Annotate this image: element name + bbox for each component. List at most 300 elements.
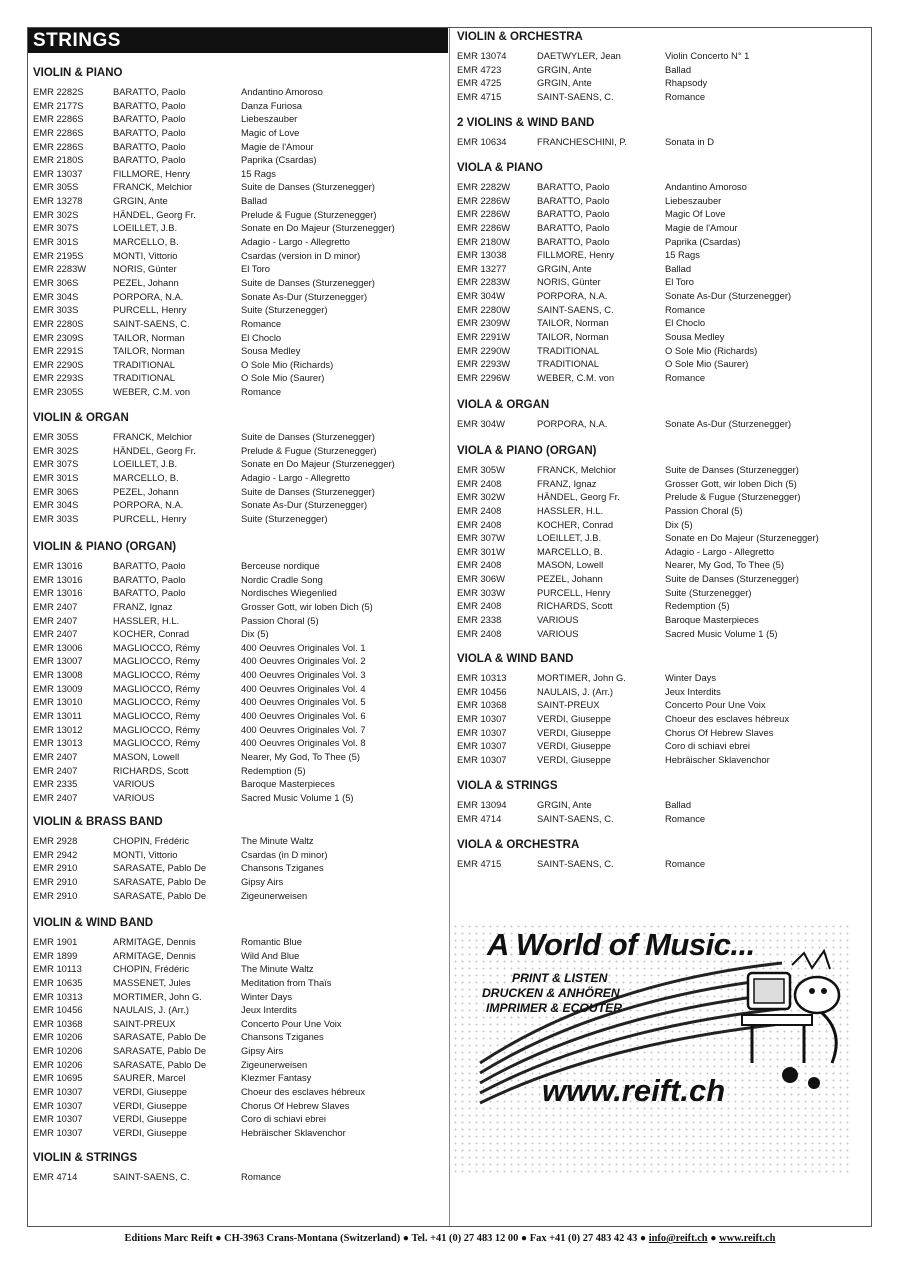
- work-title: Andantino Amoroso: [665, 181, 747, 192]
- ad-website[interactable]: www.reift.ch: [542, 1073, 726, 1108]
- catalog-number: EMR 2407: [33, 750, 78, 762]
- catalog-number: EMR 13011: [33, 710, 82, 722]
- composer-name: TAILOR, Norman: [537, 331, 609, 343]
- composer-name: VARIOUS: [113, 791, 155, 803]
- work-title: Jeux Interdits: [665, 685, 721, 697]
- composer-name: FRANCHESCHINI, P.: [537, 136, 627, 147]
- catalog-number: EMR 13074: [457, 50, 507, 61]
- work-title: O Sole Mio (Richards): [665, 344, 758, 356]
- catalog-number: EMR 4715: [457, 858, 502, 869]
- catalog-number: EMR 10368: [457, 699, 507, 711]
- catalog-row: [33, 600, 443, 614]
- catalog-row: [33, 935, 443, 949]
- catalog-number: EMR 10113: [33, 963, 82, 975]
- composer-name: VERDI, Giuseppe: [113, 1126, 187, 1138]
- catalog-row: [33, 1030, 443, 1044]
- composer-name: VARIOUS: [113, 778, 155, 790]
- catalog-number: EMR 10307: [457, 740, 507, 752]
- work-title: Chorus Of Hebrew Slaves: [665, 726, 774, 738]
- composer-name: SARASATE, Pablo De: [113, 1058, 207, 1070]
- catalog-number: EMR 13012: [33, 723, 83, 735]
- section-violin-and-wind-band: [33, 916, 443, 1140]
- composer-name: BARATTO, Paolo: [113, 140, 186, 152]
- catalog-number: EMR 13007: [33, 655, 83, 667]
- catalog-row: [33, 167, 443, 181]
- work-title: El Choclo: [665, 317, 706, 329]
- work-title: Ballad: [241, 195, 268, 207]
- section-title: VIOLA & WIND BAND: [457, 653, 574, 665]
- composer-name: VERDI, Giuseppe: [113, 1113, 187, 1125]
- catalog-row: [457, 135, 867, 149]
- catalog-number: EMR 2408: [457, 600, 502, 612]
- section-violin-and-piano: [33, 66, 443, 399]
- work-title: 15 Rags: [665, 249, 700, 261]
- work-title: Sousa Medley: [665, 331, 725, 343]
- catalog-number: EMR 13013: [33, 737, 83, 749]
- catalog-row: [33, 614, 443, 628]
- work-title: El Toro: [665, 276, 695, 288]
- composer-name: BARATTO, Paolo: [113, 154, 186, 166]
- work-title: Chorus Of Hebrew Slaves: [241, 1099, 350, 1111]
- catalog-number: EMR 10206: [33, 1031, 83, 1043]
- composer-name: PURCELL, Henry: [537, 586, 611, 598]
- catalog-number: EMR 2407: [33, 600, 78, 612]
- section-viola-and-piano: [457, 161, 867, 385]
- work-title: 400 Oeuvres Originales Vol. 5: [241, 696, 366, 708]
- catalog-row: [33, 290, 443, 304]
- composer-name: VERDI, Giuseppe: [113, 1086, 187, 1098]
- catalog-number: EMR 10307: [457, 712, 507, 724]
- section-title: VIOLA & ORCHESTRA: [457, 839, 580, 851]
- catalog-row: [457, 698, 867, 712]
- composer-name: TRADITIONAL: [113, 372, 175, 384]
- composer-name: BARATTO, Paolo: [537, 181, 610, 192]
- catalog-row: [33, 764, 443, 778]
- composer-name: SARASATE, Pablo De: [113, 875, 207, 887]
- section-title: VIOLIN & PIANO: [33, 67, 123, 79]
- composer-name: HÄNDEL, Georg Fr.: [113, 444, 196, 456]
- catalog-row: [33, 153, 443, 167]
- catalog-number: EMR 2282S: [33, 86, 84, 97]
- work-title: El Choclo: [241, 331, 282, 343]
- work-title: El Toro: [241, 263, 271, 275]
- catalog-row: [457, 504, 867, 518]
- catalog-row: [33, 990, 443, 1004]
- composer-name: GRGIN, Ante: [537, 63, 592, 75]
- catalog-row: [457, 357, 867, 371]
- catalog-row: [457, 712, 867, 726]
- catalog-number: EMR 2910: [33, 875, 78, 887]
- work-title: O Sole Mio (Saurer): [241, 372, 325, 384]
- work-title: Prelude & Fugue (Sturzenegger): [241, 444, 377, 456]
- composer-name: TRADITIONAL: [537, 344, 599, 356]
- catalog-row: [457, 330, 867, 344]
- catalog-number: EMR 307W: [457, 532, 505, 544]
- catalog-row: [457, 417, 867, 431]
- catalog-row: [457, 180, 867, 194]
- catalog-row: [457, 207, 867, 221]
- work-title: Liebeszauber: [241, 113, 298, 125]
- catalog-row: [33, 1003, 443, 1017]
- composer-name: SAINT-SAENS, C.: [537, 858, 614, 869]
- footer-email-link[interactable]: info@reift.ch: [648, 1233, 708, 1244]
- ad-tagline-2: DRUCKEN & ANHÖREN: [482, 986, 620, 1000]
- catalog-row: [33, 126, 443, 140]
- catalog-number: EMR 13016: [33, 560, 83, 571]
- catalog-row: [33, 723, 443, 737]
- catalog-number: EMR 10307: [33, 1099, 83, 1111]
- catalog-number: EMR 2286W: [457, 194, 511, 206]
- composer-name: MONTI, Vittorio: [113, 848, 178, 860]
- work-title: Hebräischer Sklavenchor: [665, 753, 770, 765]
- work-title: Redemption (5): [241, 764, 306, 776]
- composer-name: MAGLIOCCO, Rémy: [113, 641, 200, 653]
- work-title: Romance: [241, 386, 282, 398]
- composer-name: PEZEL, Johann: [113, 485, 179, 497]
- catalog-number: EMR 2338: [457, 614, 502, 626]
- catalog-number: EMR 2928: [33, 835, 78, 846]
- catalog-row: [457, 545, 867, 559]
- catalog-row: [457, 586, 867, 600]
- catalog-number: EMR 10456: [457, 685, 507, 697]
- catalog-row: [33, 1085, 443, 1099]
- composer-name: FRANZ, Ignaz: [113, 600, 173, 612]
- catalog-number: EMR 2290W: [457, 344, 511, 356]
- catalog-number: EMR 304W: [457, 290, 505, 302]
- catalog-row: [33, 573, 443, 587]
- composer-name: BARATTO, Paolo: [113, 99, 186, 111]
- advertisement: [452, 923, 852, 1173]
- work-title: 400 Oeuvres Originales Vol. 6: [241, 710, 366, 722]
- catalog-row: [33, 99, 443, 113]
- catalog-number: EMR 2407: [33, 791, 78, 803]
- catalog-row: [33, 457, 443, 471]
- catalog-number: EMR 2408: [457, 504, 502, 516]
- catalog-row: [33, 949, 443, 963]
- section-viola-and-orchestra: [457, 838, 867, 871]
- catalog-number: EMR 4715: [457, 90, 502, 102]
- catalog-row: [33, 430, 443, 444]
- catalog-row: [33, 1099, 443, 1113]
- catalog-row: [457, 798, 867, 812]
- catalog-number: EMR 2286W: [457, 221, 511, 233]
- composer-name: FRANCK, Melchior: [537, 464, 617, 475]
- catalog-number: EMR 303S: [33, 512, 79, 524]
- catalog-row: [33, 875, 443, 889]
- section-title: VIOLIN & STRINGS: [33, 1152, 138, 1164]
- catalog-row: [457, 857, 867, 871]
- work-title: Sacred Music Volume 1 (5): [665, 627, 778, 639]
- catalog-number: EMR 2286S: [33, 126, 84, 138]
- catalog-row: [33, 777, 443, 791]
- composer-name: MARCELLO, B.: [113, 471, 179, 483]
- composer-name: VARIOUS: [537, 627, 579, 639]
- composer-name: GRGIN, Ante: [537, 262, 592, 274]
- work-title: Ballad: [665, 262, 692, 274]
- catalog-row: [33, 750, 443, 764]
- section-title: VIOLIN & PIANO (ORGAN): [33, 541, 177, 553]
- work-title: Winter Days: [241, 990, 293, 1002]
- catalog-row: [33, 471, 443, 485]
- composer-name: VERDI, Giuseppe: [537, 753, 611, 765]
- composer-name: MAGLIOCCO, Rémy: [113, 710, 200, 722]
- catalog-number: EMR 2280S: [33, 317, 84, 329]
- section-title: 2 VIOLINS & WIND BAND: [457, 117, 595, 129]
- work-title: Romance: [665, 371, 706, 383]
- section-viola-and-organ: [457, 398, 867, 431]
- catalog-number: EMR 302W: [457, 491, 505, 503]
- section-title: VIOLA & ORGAN: [457, 399, 550, 411]
- catalog-number: EMR 2290S: [33, 358, 84, 370]
- catalog-row: [33, 498, 443, 512]
- catalog-number: EMR 1899: [33, 949, 78, 961]
- work-title: Nearer, My God, To Thee (5): [241, 750, 360, 762]
- catalog-row: [33, 668, 443, 682]
- catalog-row: [33, 586, 443, 600]
- work-title: The Minute Waltz: [241, 963, 314, 975]
- catalog-number: EMR 10307: [457, 753, 507, 765]
- work-title: Suite de Danses (Sturzenegger): [241, 485, 375, 497]
- catalog-number: EMR 10634: [457, 136, 507, 147]
- catalog-number: EMR 2407: [33, 614, 78, 626]
- composer-name: BARATTO, Paolo: [113, 560, 186, 571]
- catalog-number: EMR 303W: [457, 586, 505, 598]
- composer-name: BARATTO, Paolo: [113, 126, 186, 138]
- footer-contact: Editions Marc Reift ● CH-3963 Crans-Montana (Switzerland) ● Tel. +41 (0) 27 483 12 00 ● Fax +41 (0) 27 483 42 43 ●: [124, 1233, 649, 1244]
- footer-website-link[interactable]: www.reift.ch: [719, 1233, 776, 1244]
- catalog-row: [33, 861, 443, 875]
- section-viola-and-strings: [457, 779, 867, 825]
- work-title: Hebräischer Sklavenchor: [241, 1126, 346, 1138]
- catalog-number: EMR 306W: [457, 573, 505, 585]
- work-title: Adagio - Largo - Allegretto: [241, 471, 350, 483]
- catalog-number: EMR 2293W: [457, 358, 511, 370]
- work-title: 400 Oeuvres Originales Vol. 8: [241, 737, 366, 749]
- catalog-row: [33, 654, 443, 668]
- section-violin-and-orchestra: [457, 30, 867, 104]
- section-violin-and-brass-band: [33, 815, 443, 902]
- catalog-number: EMR 13016: [33, 587, 83, 599]
- section-viola-and-piano-organ: [457, 444, 867, 640]
- composer-name: VERDI, Giuseppe: [113, 1099, 187, 1111]
- composer-name: PORPORA, N.A.: [113, 290, 184, 302]
- work-title: Csardas (version in D minor): [241, 249, 361, 261]
- catalog-row: [457, 726, 867, 740]
- composer-name: CHOPIN, Frédéric: [113, 963, 190, 975]
- work-title: Danza Furiosa: [241, 99, 302, 111]
- catalog-row: [33, 512, 443, 526]
- composer-name: PORPORA, N.A.: [537, 418, 608, 429]
- catalog-row: [33, 140, 443, 154]
- work-title: Passion Choral (5): [665, 504, 743, 516]
- catalog-row: [457, 371, 867, 385]
- catalog-number: EMR 13016: [33, 573, 83, 585]
- catalog-row: [33, 180, 443, 194]
- work-title: Romance: [665, 858, 706, 869]
- work-title: Sonate As-Dur (Sturzenegger): [241, 499, 368, 511]
- composer-name: MARCELLO, B.: [537, 545, 603, 557]
- work-title: Concerto Pour Une Voix: [241, 1017, 342, 1029]
- composer-name: SAINT-SAENS, C.: [537, 90, 614, 102]
- catalog-number: EMR 307S: [33, 222, 79, 234]
- column-divider: [449, 28, 450, 1226]
- catalog-number: EMR 305W: [457, 464, 505, 475]
- composer-name: SAINT-PREUX: [113, 1017, 176, 1029]
- composer-name: KOCHER, Conrad: [113, 628, 190, 640]
- catalog-number: EMR 2408: [457, 627, 502, 639]
- work-title: Sonata in D: [665, 136, 714, 147]
- composer-name: VERDI, Giuseppe: [537, 726, 611, 738]
- composer-name: TRADITIONAL: [113, 358, 175, 370]
- ad-tagline-1: PRINT & LISTEN: [512, 971, 608, 985]
- composer-name: TRADITIONAL: [537, 358, 599, 370]
- composer-name: BARATTO, Paolo: [537, 221, 610, 233]
- work-title: Romance: [665, 812, 706, 824]
- catalog-row: [33, 1170, 443, 1184]
- composer-name: MAGLIOCCO, Rémy: [113, 655, 200, 667]
- catalog-row: [33, 344, 443, 358]
- composer-name: GRGIN, Ante: [113, 195, 168, 207]
- composer-name: FRANCK, Melchior: [113, 431, 193, 442]
- catalog-row: [457, 627, 867, 641]
- work-title: Adagio - Largo - Allegretto: [241, 236, 350, 248]
- catalog-row: [33, 221, 443, 235]
- catalog-number: EMR 2283W: [33, 263, 87, 275]
- composer-name: PORPORA, N.A.: [113, 499, 184, 511]
- composer-name: SARASATE, Pablo De: [113, 889, 207, 901]
- composer-name: NAULAIS, J. (Arr.): [113, 1004, 190, 1016]
- catalog-number: EMR 2407: [33, 628, 78, 640]
- work-title: Sonate As-Dur (Sturzenegger): [665, 290, 792, 302]
- composer-name: SAINT-SAENS, C.: [113, 317, 190, 329]
- composer-name: FILLMORE, Henry: [537, 249, 615, 261]
- catalog-row: [33, 208, 443, 222]
- catalog-row: [457, 194, 867, 208]
- composer-name: FRANZ, Ignaz: [537, 477, 597, 489]
- ad-tagline-3: IMPRIMER & ECOUTER: [486, 1001, 623, 1015]
- work-title: Baroque Masterpieces: [241, 778, 335, 790]
- ad-headline: A World of Music...: [487, 927, 755, 962]
- catalog-number: EMR 1901: [33, 936, 78, 947]
- catalog-number: EMR 13094: [457, 799, 507, 810]
- composer-name: RICHARDS, Scott: [537, 600, 613, 612]
- work-title: Nearer, My God, To Thee (5): [665, 559, 784, 571]
- work-title: Grosser Gott, wir loben Dich (5): [241, 600, 373, 612]
- work-title: Romantic Blue: [241, 936, 302, 947]
- work-title: Romance: [665, 90, 706, 102]
- composer-name: HASSLER, H.L.: [537, 504, 604, 516]
- catalog-number: EMR 2407: [33, 764, 78, 776]
- catalog-row: [33, 194, 443, 208]
- composer-name: MAGLIOCCO, Rémy: [113, 669, 200, 681]
- composer-name: FRANCK, Melchior: [113, 181, 193, 193]
- catalog-number: EMR 2309S: [33, 331, 84, 343]
- catalog-number: EMR 2296W: [457, 371, 511, 383]
- composer-name: MAGLIOCCO, Rémy: [113, 696, 200, 708]
- work-title: Chansons Tziganes: [241, 862, 324, 874]
- work-title: O Sole Mio (Saurer): [665, 358, 749, 370]
- catalog-row: [33, 1044, 443, 1058]
- composer-name: LOEILLET, J.B.: [113, 222, 178, 234]
- work-title: Sousa Medley: [241, 345, 301, 357]
- catalog-row: [33, 1112, 443, 1126]
- catalog-number: EMR 13037: [33, 167, 83, 179]
- composer-name: MASON, Lowell: [537, 559, 604, 571]
- catalog-row: [457, 599, 867, 613]
- catalog-row: [457, 76, 867, 90]
- work-title: Magie de l'Amour: [665, 221, 738, 233]
- catalog-number: EMR 13006: [33, 641, 83, 653]
- catalog-number: EMR 10313: [457, 672, 507, 683]
- catalog-row: [33, 889, 443, 903]
- composer-name: NORIS, Günter: [113, 263, 177, 275]
- composer-name: HÄNDEL, Georg Fr.: [537, 491, 620, 503]
- catalog-row: [33, 1126, 443, 1140]
- work-title: Romance: [241, 1171, 282, 1182]
- composer-name: BARATTO, Paolo: [537, 194, 610, 206]
- catalog-row: [33, 485, 443, 499]
- work-title: Csardas (in D minor): [241, 848, 328, 860]
- catalog-row: [33, 303, 443, 317]
- catalog-row: [33, 385, 443, 399]
- catalog-row: [457, 275, 867, 289]
- catalog-number: EMR 2291W: [457, 331, 511, 343]
- work-title: Suite (Sturzenegger): [241, 512, 328, 524]
- catalog-number: EMR 2280W: [457, 303, 511, 315]
- work-title: Coro di schiavi ebrei: [241, 1113, 326, 1125]
- composer-name: PURCELL, Henry: [113, 512, 187, 524]
- work-title: Suite de Danses (Sturzenegger): [241, 431, 375, 442]
- catalog-number: EMR 2408: [457, 518, 502, 530]
- catalog-number: EMR 4714: [33, 1171, 78, 1182]
- catalog-number: EMR 10206: [33, 1045, 83, 1057]
- work-title: Concerto Pour Une Voix: [665, 699, 766, 711]
- composer-name: NAULAIS, J. (Arr.): [537, 685, 614, 697]
- work-title: Magie de l'Amour: [241, 140, 314, 152]
- catalog-row: [33, 444, 443, 458]
- catalog-row: [457, 613, 867, 627]
- work-title: Nordic Cradle Song: [241, 573, 323, 585]
- page-title: STRINGS: [28, 28, 448, 53]
- computer-character-icon: [742, 951, 839, 1089]
- catalog-number: EMR 13277: [457, 262, 507, 274]
- work-title: Sonate en Do Majeur (Sturzenegger): [665, 532, 819, 544]
- section-title: VIOLIN & WIND BAND: [33, 917, 154, 929]
- composer-name: SARASATE, Pablo De: [113, 862, 207, 874]
- work-title: Ballad: [665, 63, 692, 75]
- work-title: Suite de Danses (Sturzenegger): [665, 464, 799, 475]
- catalog-number: EMR 2195S: [33, 249, 84, 261]
- catalog-number: EMR 2180W: [457, 235, 511, 247]
- footer-separator: ●: [707, 1233, 720, 1244]
- composer-name: GRGIN, Ante: [537, 77, 592, 89]
- catalog-row: [33, 1058, 443, 1072]
- catalog-row: [457, 316, 867, 330]
- work-title: Magic Of Love: [665, 208, 726, 220]
- catalog-row: [457, 572, 867, 586]
- work-title: Romance: [241, 317, 282, 329]
- catalog-number: EMR 301W: [457, 545, 505, 557]
- catalog-row: [457, 812, 867, 826]
- catalog-row: [33, 791, 443, 805]
- catalog-number: EMR 4725: [457, 77, 502, 89]
- section-violin-and-organ: [33, 411, 443, 525]
- work-title: Violin Concerto N° 1: [665, 50, 750, 61]
- composer-name: SAINT-SAENS, C.: [537, 812, 614, 824]
- composer-name: MORTIMER, John G.: [113, 990, 202, 1002]
- catalog-row: [457, 490, 867, 504]
- catalog-row: [33, 962, 443, 976]
